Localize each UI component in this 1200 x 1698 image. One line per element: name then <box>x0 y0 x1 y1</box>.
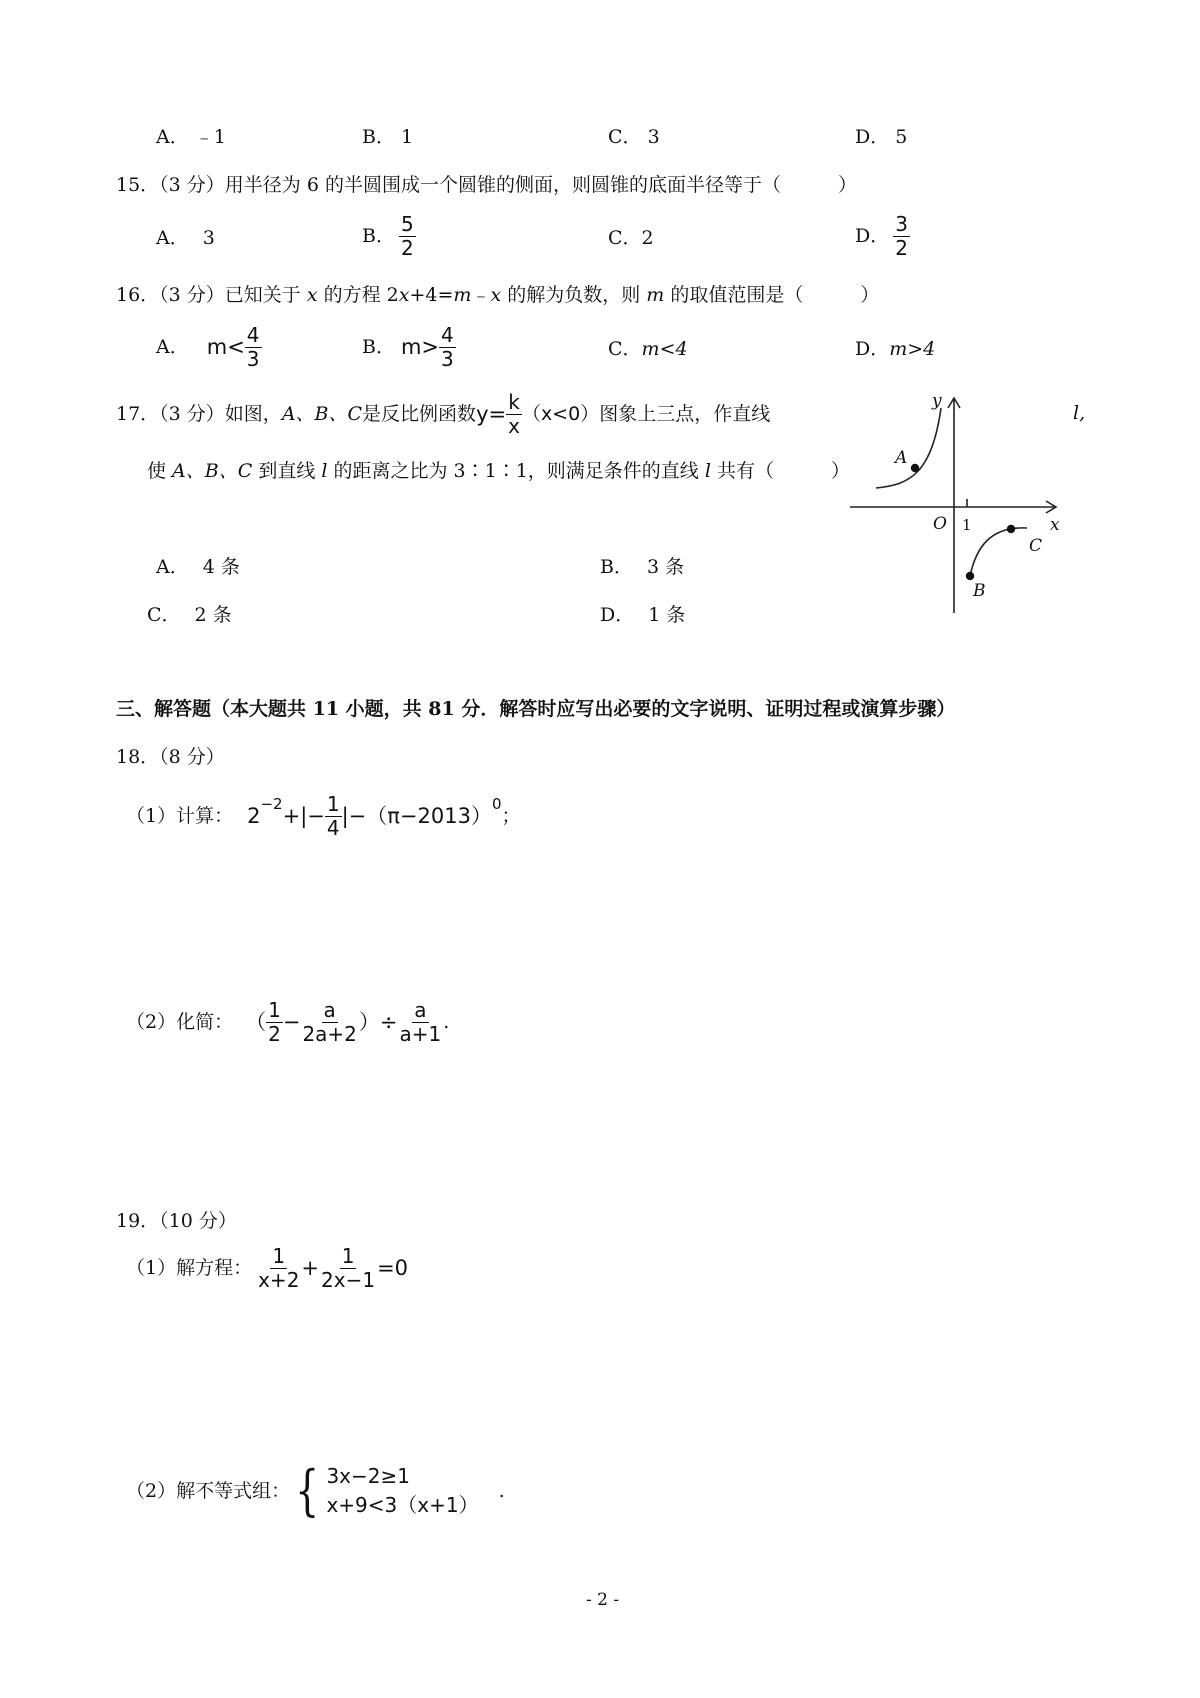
denominator: x+2 <box>258 1268 300 1292</box>
q16-option-c <box>608 340 688 359</box>
fraction <box>300 1000 358 1045</box>
option-value: 2 <box>641 227 654 249</box>
operator: + <box>301 1256 320 1280</box>
option-label: D． <box>600 604 635 626</box>
part-label: （1）计算： <box>126 805 234 827</box>
part-label: （2）化简： <box>126 1011 234 1033</box>
option-value: m>4 <box>889 338 936 360</box>
denominator: 4 <box>326 816 340 840</box>
denominator: 2a+2 <box>302 1022 357 1046</box>
stem-text: 使 <box>147 460 173 482</box>
stem-text: 的距离之比为 3∶1∶1，则满足条件的直线 <box>327 460 705 482</box>
curve-fourth-quadrant <box>970 528 1027 576</box>
option-value: 1 条 <box>648 604 686 626</box>
denominator: 2x−1 <box>321 1268 376 1292</box>
denominator: 3 <box>246 347 260 371</box>
option-label: C． <box>608 338 642 360</box>
numerator: 4 <box>441 323 454 347</box>
option-value: ﹣1 <box>194 126 226 148</box>
var-x: x <box>490 284 502 306</box>
q17-option-a <box>156 558 240 577</box>
stem-text: 的方程 2 <box>317 284 399 306</box>
numerator: 1 <box>272 1244 286 1268</box>
fraction <box>256 1246 301 1291</box>
option-value: 3 <box>202 227 215 249</box>
stem-text: 是反比例函数 <box>362 403 477 425</box>
inequality-2: x+9<3（x+1） <box>326 1493 479 1517</box>
fraction <box>398 1000 444 1045</box>
q17-stem-line2 <box>147 462 850 481</box>
q16-option-a <box>156 325 262 370</box>
point-c-dot <box>1007 525 1015 533</box>
fraction <box>319 1246 377 1291</box>
option-label: A． <box>156 126 189 148</box>
denominator: 2 <box>400 236 414 260</box>
q17-l-mark: l, <box>1073 402 1086 424</box>
q16-option-b <box>362 325 456 370</box>
option-label: A． <box>156 336 189 358</box>
option-label: D． <box>855 225 890 247</box>
stem-text: 到直线 <box>252 460 322 482</box>
denominator: 3 <box>441 347 454 371</box>
expression: |−（π−2013） <box>341 804 492 828</box>
option-value: m<4 <box>641 338 688 360</box>
page-number: - 2 - <box>586 1590 620 1610</box>
var-m: m <box>646 284 665 306</box>
stem-text: 的取值范围是（ ） <box>664 284 880 306</box>
line-l: l <box>704 460 711 482</box>
stem-text: +4= <box>409 284 454 306</box>
paren: （ <box>245 1010 267 1034</box>
exponent: 0 <box>491 795 502 813</box>
point-a-dot <box>911 464 919 472</box>
q14-option-d <box>855 128 907 147</box>
operator: ）÷ <box>358 1010 398 1034</box>
stem-text: 共有（ ） <box>710 460 850 482</box>
q17-stem-line1 <box>116 392 770 437</box>
q15-option-a <box>156 229 215 248</box>
option-value: 3 条 <box>646 556 685 578</box>
option-value: 4 条 <box>202 556 240 578</box>
fraction <box>245 325 262 370</box>
option-value: 2 条 <box>194 604 232 626</box>
option-label: C． <box>147 604 181 626</box>
option-label: B． <box>362 336 395 358</box>
q19-part1 <box>126 1246 408 1291</box>
option-label: A． <box>156 556 189 578</box>
inequality-system <box>326 1462 478 1520</box>
point-a-label: A <box>895 448 908 468</box>
numerator: 3 <box>895 212 908 236</box>
points-abc: A、B、C <box>172 460 253 482</box>
option-label: C． <box>608 227 642 249</box>
numerator: 4 <box>246 323 260 347</box>
q15-option-c <box>608 229 654 248</box>
stem-text: ﹣ <box>471 284 491 306</box>
option-label: C． <box>608 126 642 148</box>
fraction <box>439 325 456 370</box>
option-label: B． <box>362 126 395 148</box>
denominator: x <box>508 414 520 438</box>
q18-part2 <box>126 1000 449 1045</box>
q16-option-d <box>855 340 935 359</box>
origin-label: O <box>933 514 947 534</box>
operator: − <box>282 1010 301 1034</box>
option-value: m< <box>206 335 245 359</box>
numerator: a <box>414 998 427 1022</box>
q19-header: 19．（10 分） <box>116 1210 237 1232</box>
q15-stem: 15．（3 分）用半径为 6 的半圆围成一个圆锥的侧面，则圆锥的底面半径等于（ ） <box>116 174 857 196</box>
option-value: m> <box>400 335 440 359</box>
numerator: 1 <box>341 1244 355 1268</box>
option-label: D． <box>855 126 890 148</box>
denominator: 2 <box>895 236 908 260</box>
punctuation: . <box>443 1011 450 1033</box>
tick-1-label: 1 <box>962 516 972 534</box>
section-3-title: 三、解答题（本大题共 11 小题，共 81 分．解答时应写出必要的文字说明、证明过程或演算步骤） <box>116 698 956 720</box>
denominator: 2 <box>268 1022 281 1046</box>
var-x: x <box>398 284 410 306</box>
stem-text: 的解为负数，则 <box>501 284 647 306</box>
point-c-label: C <box>1029 536 1043 556</box>
numerator: a <box>323 998 336 1022</box>
q14-option-c <box>608 128 660 147</box>
function-y: y= <box>476 402 507 426</box>
fraction <box>266 1000 283 1045</box>
axis-y-label: y <box>932 393 942 411</box>
inequality-1: 3x−2≥1 <box>326 1464 410 1488</box>
q16-stem <box>116 286 879 305</box>
denominator: a+1 <box>399 1022 442 1046</box>
option-label: D． <box>855 338 890 360</box>
q17-option-d <box>600 606 685 625</box>
equals-zero: =0 <box>377 1256 409 1280</box>
numerator: 5 <box>400 212 414 236</box>
punctuation: . <box>498 1479 505 1502</box>
q19-part2 <box>126 1459 505 1522</box>
option-label: A． <box>156 227 189 249</box>
stem-text: 16．（3 分）已知关于 <box>116 284 307 306</box>
numerator: k <box>508 390 520 414</box>
numerator: 1 <box>268 998 281 1022</box>
var-x: x <box>306 284 318 306</box>
stem-text: 图象上三点，作直线 <box>599 403 771 425</box>
curve-second-quadrant <box>876 408 941 488</box>
stem-text: 17．（3 分）如图， <box>116 403 282 425</box>
line-l: l <box>321 460 328 482</box>
punctuation: ； <box>501 805 521 827</box>
option-value: 1 <box>401 126 414 148</box>
q15-option-b <box>362 214 416 259</box>
q17-option-b <box>600 558 684 577</box>
q15-option-d <box>855 214 910 259</box>
axis-x-label: x <box>1050 515 1060 535</box>
q14-option-b <box>362 128 413 147</box>
fraction <box>399 214 416 259</box>
q14-option-a <box>156 128 226 147</box>
function-condition: （x<0） <box>521 403 600 425</box>
fraction <box>325 794 342 839</box>
q18-header: 18．（8 分） <box>116 746 225 768</box>
numerator: 1 <box>326 792 340 816</box>
base: 2 <box>247 804 261 828</box>
option-value: 5 <box>895 126 908 148</box>
fraction <box>893 214 910 259</box>
q18-part1 <box>126 794 521 839</box>
part-label: （2）解不等式组： <box>126 1479 291 1502</box>
exponent: −2 <box>260 795 283 813</box>
part-label: （1）解方程： <box>126 1257 253 1279</box>
function-fraction <box>506 392 522 437</box>
var-m: m <box>453 284 472 306</box>
point-b-label: B <box>973 581 986 601</box>
option-label: B． <box>362 225 395 247</box>
points-abc: A、B、C <box>281 403 363 425</box>
option-label: B． <box>600 556 633 578</box>
q17-figure <box>840 393 1070 623</box>
option-value: 3 <box>647 126 660 148</box>
system-brace: { <box>295 1459 320 1522</box>
point-b-dot <box>966 572 974 580</box>
expression: +|− <box>282 804 325 828</box>
q17-option-c <box>147 606 232 625</box>
